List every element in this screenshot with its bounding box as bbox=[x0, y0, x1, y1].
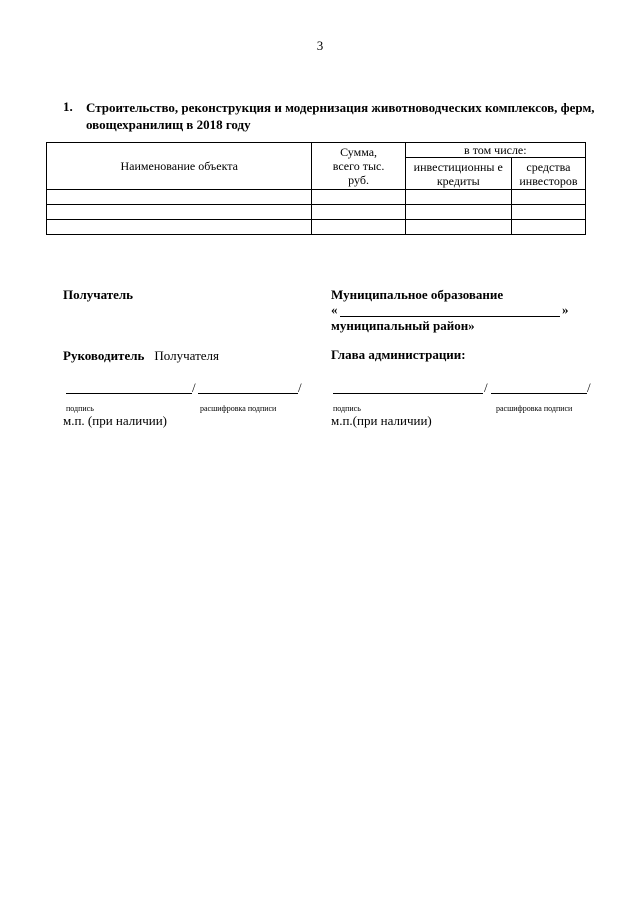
recipient-head bbox=[63, 347, 219, 365]
municipality-name-line[interactable] bbox=[340, 316, 560, 317]
recipient-stamp-note: м.п. (при наличии) bbox=[63, 413, 167, 428]
section-number: 1. bbox=[63, 99, 73, 114]
section-title: Строительство, реконструкция и модернизация животноводческих комплексов, ферм, овощехранилищ в 2018 году bbox=[86, 100, 595, 132]
recipient-title: Получатель bbox=[63, 287, 134, 302]
table-row bbox=[47, 205, 586, 220]
column-header-group: в том числе: bbox=[405, 143, 585, 158]
table-cell bbox=[312, 190, 405, 205]
recipient-decode-line[interactable] bbox=[198, 393, 298, 394]
table-row bbox=[47, 220, 586, 235]
table-cell bbox=[312, 205, 405, 220]
column-header-investment-text: инвестиционны е кредиты bbox=[413, 159, 503, 188]
recipient-head-org: Получателя bbox=[154, 348, 219, 363]
signature-slash: / bbox=[298, 380, 302, 395]
column-header-sum-text: Сумма, всего тыс. руб. bbox=[332, 145, 385, 187]
table-cell bbox=[47, 190, 312, 205]
column-header-investors-text: средства инвесторов bbox=[519, 159, 578, 188]
recipient-head-role: Руководитель bbox=[63, 348, 145, 363]
objects-table bbox=[46, 142, 586, 235]
page-number: 3 bbox=[316, 38, 324, 53]
table-cell bbox=[511, 220, 585, 235]
municipality-decode-line[interactable] bbox=[491, 393, 587, 394]
table-cell bbox=[405, 190, 511, 205]
table-cell bbox=[47, 205, 312, 220]
column-header-investment bbox=[405, 158, 511, 190]
column-header-name: Наименование объекта bbox=[47, 143, 312, 190]
municipality-head: Глава администрации: bbox=[331, 347, 466, 362]
table-cell bbox=[47, 220, 312, 235]
recipient-signature-caption: подпись bbox=[66, 404, 94, 413]
municipality-quote-open: « bbox=[331, 302, 338, 317]
municipality-district: муниципальный район» bbox=[331, 318, 475, 333]
table-cell bbox=[511, 205, 585, 220]
municipality-signature-caption: подпись bbox=[333, 404, 361, 413]
table-row bbox=[47, 190, 586, 205]
signature-slash: / bbox=[192, 380, 196, 395]
municipality-signature-line[interactable] bbox=[333, 393, 483, 394]
recipient-signature-line[interactable] bbox=[66, 393, 192, 394]
table-cell bbox=[405, 220, 511, 235]
table-cell bbox=[405, 205, 511, 220]
signature-slash: / bbox=[587, 380, 591, 395]
recipient-decode-caption: расшифровка подписи bbox=[200, 404, 277, 413]
municipality-decode-caption: расшифровка подписи bbox=[496, 404, 573, 413]
municipality-stamp-note: м.п.(при наличии) bbox=[331, 413, 432, 428]
municipality-title: Муниципальное образование bbox=[331, 287, 504, 302]
column-header-sum bbox=[312, 143, 405, 190]
table-cell bbox=[511, 190, 585, 205]
signature-slash: / bbox=[484, 380, 488, 395]
municipality-quote-close: » bbox=[562, 302, 569, 317]
column-header-investors bbox=[511, 158, 585, 190]
table-cell bbox=[312, 220, 405, 235]
